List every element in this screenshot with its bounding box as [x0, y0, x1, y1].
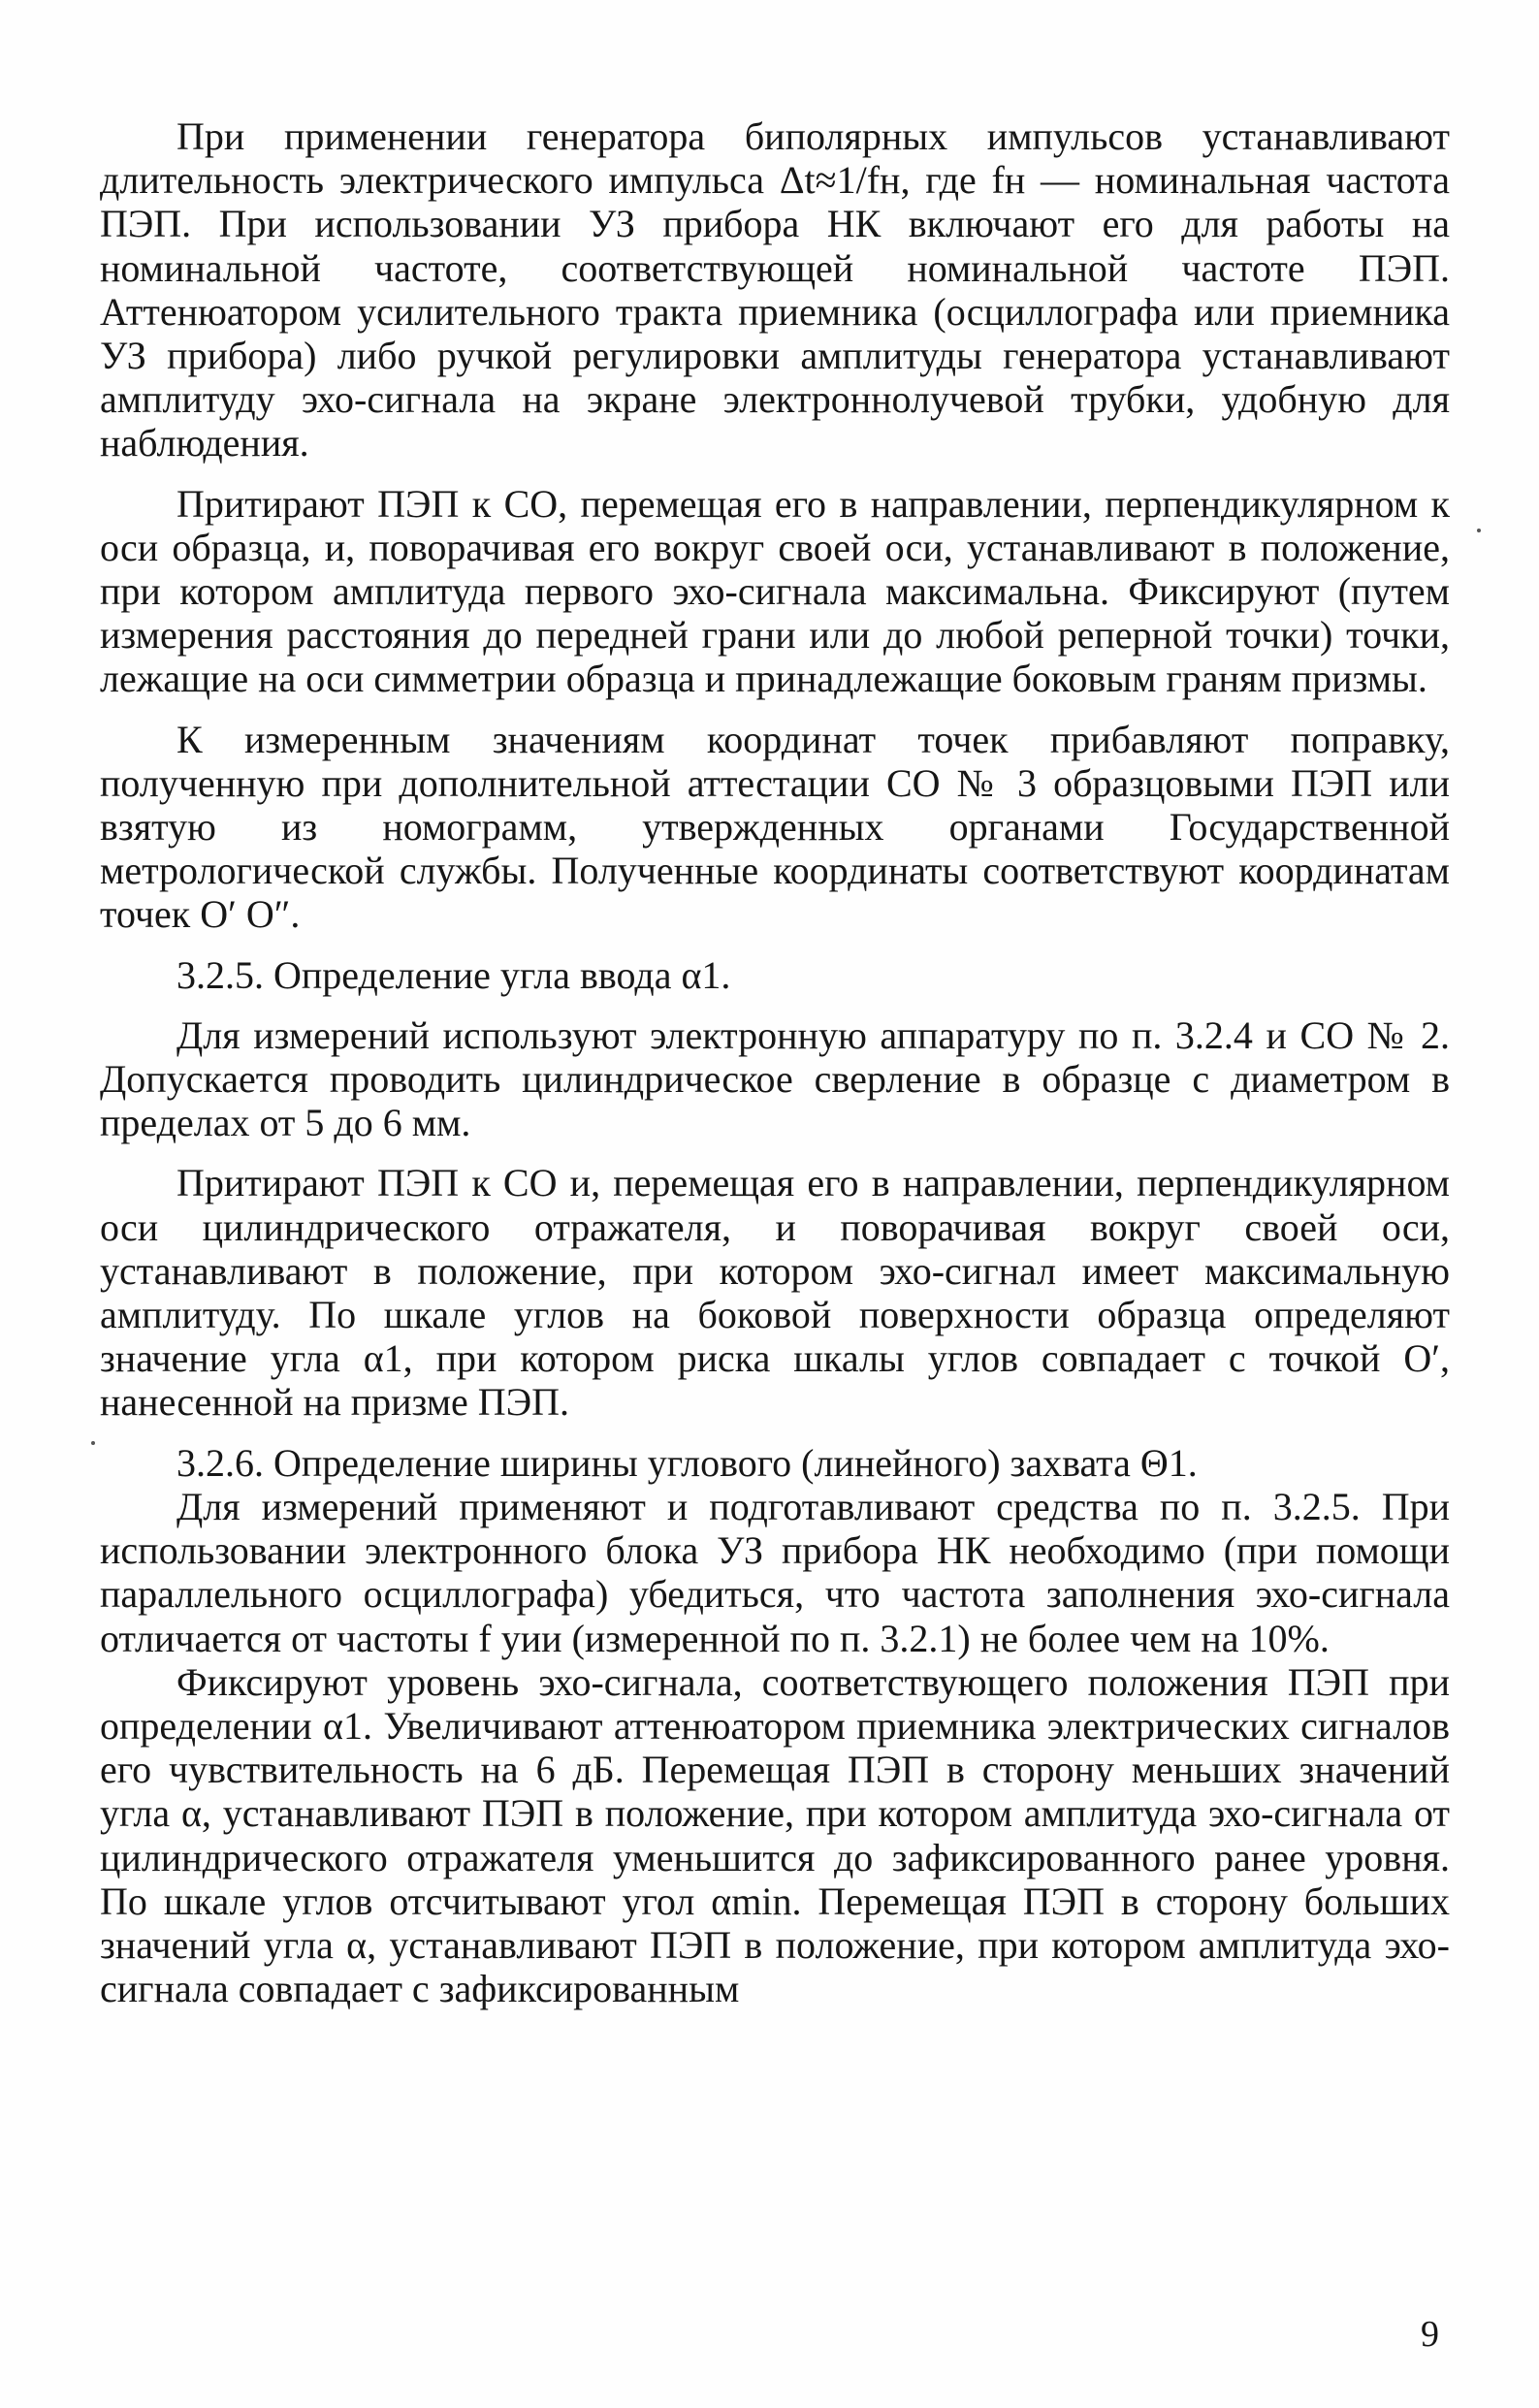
section-heading-3-2-5: 3.2.5. Определение угла ввода α1.: [176, 952, 731, 997]
paragraph-measurement-equipment: Для измерений используют электронную аппаратуру по п. 3.2.4 и СО № 2. Допускается проводить цилиндрическое сверление в образце с диаметром в пределах от 5 до 6 мм.: [100, 1012, 1450, 1145]
paragraph-pulse-generator: При применении генератора биполярных импульсов устанавливают длительность электрического импульса Δt≈1/fн, где fн — номинальная частота ПЭП. При использовании УЗ прибора НК включают его для работы на номинальной частоте, соответствующей номинальной частоте ПЭП. Аттенюатором усилительного тракта приемника (осциллографа или приемника УЗ прибора) либо ручкой регулировки амплитуды генератора устанавливают амплитуду эхо-сигнала на экране электроннолучевой трубки, удобную для наблюдения.: [100, 114, 1450, 466]
paragraph-frequency-check: Для измерений применяют и подготавливают средства по п. 3.2.5. При использовании электронного блока УЗ прибора НК необходимо (при помощи параллельного осциллографа) убедиться, что частота заполнения эхо-сигнала отличается от частоты f уии (измеренной по п. 3.2.1) не более чем на 10%.: [100, 1484, 1450, 1660]
scan-speck: [91, 1441, 95, 1445]
section-heading-3-2-6: 3.2.6. Определение ширины углового (линейного) захвата Θ1.: [176, 1440, 1198, 1485]
body-text: [100, 114, 1450, 2010]
paragraph-echo-level: Фиксируют уровень эхо-сигнала, соответствующего положения ПЭП при определении α1. Увеличивают аттенюатором приемника электрических сигналов его чувствительность на 6 дБ. Перемещая ПЭП в сторону меньших значений угла α, устанавливают ПЭП в положение, при котором амплитуда эхо-сигнала от цилиндрического отражателя уменьшится до зафиксированного ранее уровня. По шкале углов отсчитывают угол αmin. Перемещая ПЭП в сторону больших значений угла α, устанавливают ПЭП в положение, при котором амплитуда эхо-сигнала совпадает с зафиксированным: [100, 1659, 1450, 2011]
paragraph-angle-measurement: Притирают ПЭП к СО и, перемещая его в направлении, перпендикулярном оси цилиндрического отражателя, и поворачивая вокруг своей оси, устанавливают в положение, при котором эхо-сигнал имеет максимальную амплитуду. По шкале углов на боковой поверхности образца определяют значение угла α1, при котором риска шкалы углов совпадает с точкой O′, нанесенной на призме ПЭП.: [100, 1161, 1450, 1425]
scan-speck: [1477, 529, 1481, 532]
paragraph-rubbing-transducer: Притирают ПЭП к СО, перемещая его в направлении, перпендикулярном к оси образца, и, поворачивая его вокруг своей оси, устанавливают в положение, при котором амплитуда первого эхо-сигнала максимальна. Фиксируют (путем измерения расстояния до передней грани или до любой реперной точки) точки, лежащие на оси симметрии образца и принадлежащие боковым граням призмы.: [100, 481, 1450, 701]
paragraph-coordinate-correction: К измеренным значениям координат точек прибавляют поправку, полученную при дополнительной аттестации СО № 3 образцовыми ПЭП или взятую из номограмм, утвержденных органами Государственной метрологической службы. Полученные координаты соответствуют координатам точек O′ O″.: [100, 717, 1450, 937]
page-number: 9: [1421, 2314, 1439, 2355]
